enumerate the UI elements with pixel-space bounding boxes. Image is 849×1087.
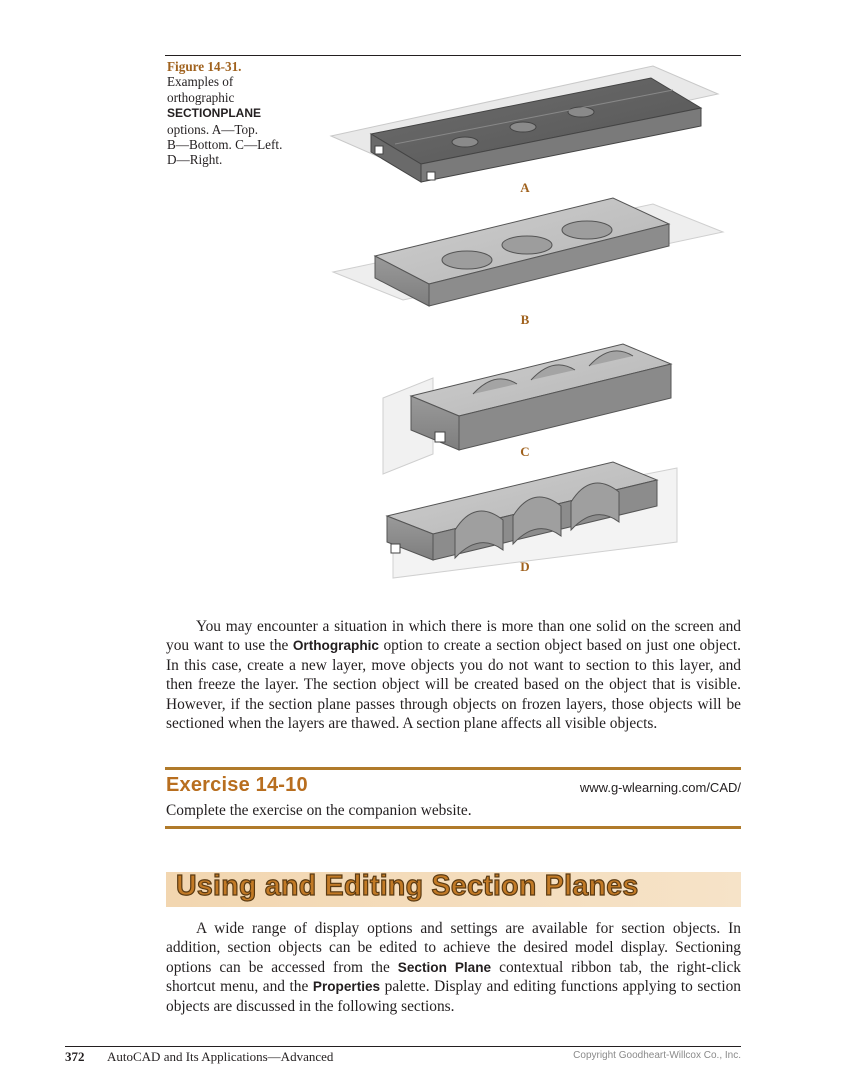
caption-line-4: B—Bottom. C—Left. <box>167 137 283 153</box>
body-paragraph-2 <box>166 919 741 1016</box>
exercise-url[interactable]: www.g-wlearning.com/CAD/ <box>579 780 741 795</box>
section-heading: Using and Editing Section Planes <box>176 870 639 902</box>
figure-d-right-view <box>387 462 677 578</box>
exercise-bottom-rule <box>165 826 741 829</box>
figure-label-a: A <box>520 180 530 195</box>
figure-label-c: C <box>520 444 530 459</box>
section-plane-figure <box>323 64 727 580</box>
figure-a-top-view <box>331 66 718 182</box>
top-rule <box>165 55 741 56</box>
paragraph1-text-1: You may encounter a situation in which there is more than one solid on the screen and you want to use the <box>166 618 741 655</box>
copyright-notice: Copyright Goodheart-Willcox Co., Inc. <box>573 1050 741 1061</box>
caption-command: SECTIONPLANE <box>167 106 262 121</box>
caption-line-2: orthographic <box>167 89 235 105</box>
page-number: 372 <box>65 1049 85 1064</box>
section-plane-term: Section Plane <box>397 959 492 975</box>
footer-rule <box>65 1046 741 1047</box>
exercise-text: Complete the exercise on the companion website. <box>166 802 472 819</box>
paragraph1-text-2: option to create a section object based on just one object. In this case, create a new layer, move objects you do not want to section to this layer, and then freeze the layer. The section object will be created based on the object that is visible. However, if the section plane passes through objects on frozen layers, those objects will be sectioned when the layers are thawed. A section plane affects all visible objects. <box>166 637 742 733</box>
figure-label-b: B <box>520 312 530 327</box>
figure-number: Figure 14-31. <box>167 59 242 74</box>
caption-line-5: D—Right. <box>167 152 223 168</box>
exercise-title: Exercise 14-10 <box>166 774 308 796</box>
orthographic-term: Orthographic <box>292 638 379 654</box>
caption-line-1: Examples of <box>167 74 234 90</box>
caption-line-3: options. A—Top. <box>167 121 259 137</box>
paragraph2-text-3: palette. Display and editing functions applying to section objects are discussed in the following sections. <box>166 978 741 1015</box>
body-paragraph-1 <box>166 617 741 733</box>
figure-b-bottom-view <box>333 198 723 306</box>
properties-term: Properties <box>312 979 381 995</box>
figure-label-d: D <box>520 559 530 574</box>
figure-caption <box>167 59 317 168</box>
exercise-top-rule <box>165 767 741 770</box>
figure-illustration <box>323 64 727 580</box>
paragraph2-text-1: A wide range of display options and settings are available for section objects. In addition, section objects can be edited to achieve the desired model display. Sectioning options can be accessed from the <box>166 920 741 976</box>
paragraph2-text-2: contextual ribbon tab, the right-click shortcut menu, and the <box>166 958 741 996</box>
book-title: AutoCAD and Its Applications—Advanced <box>107 1049 334 1064</box>
